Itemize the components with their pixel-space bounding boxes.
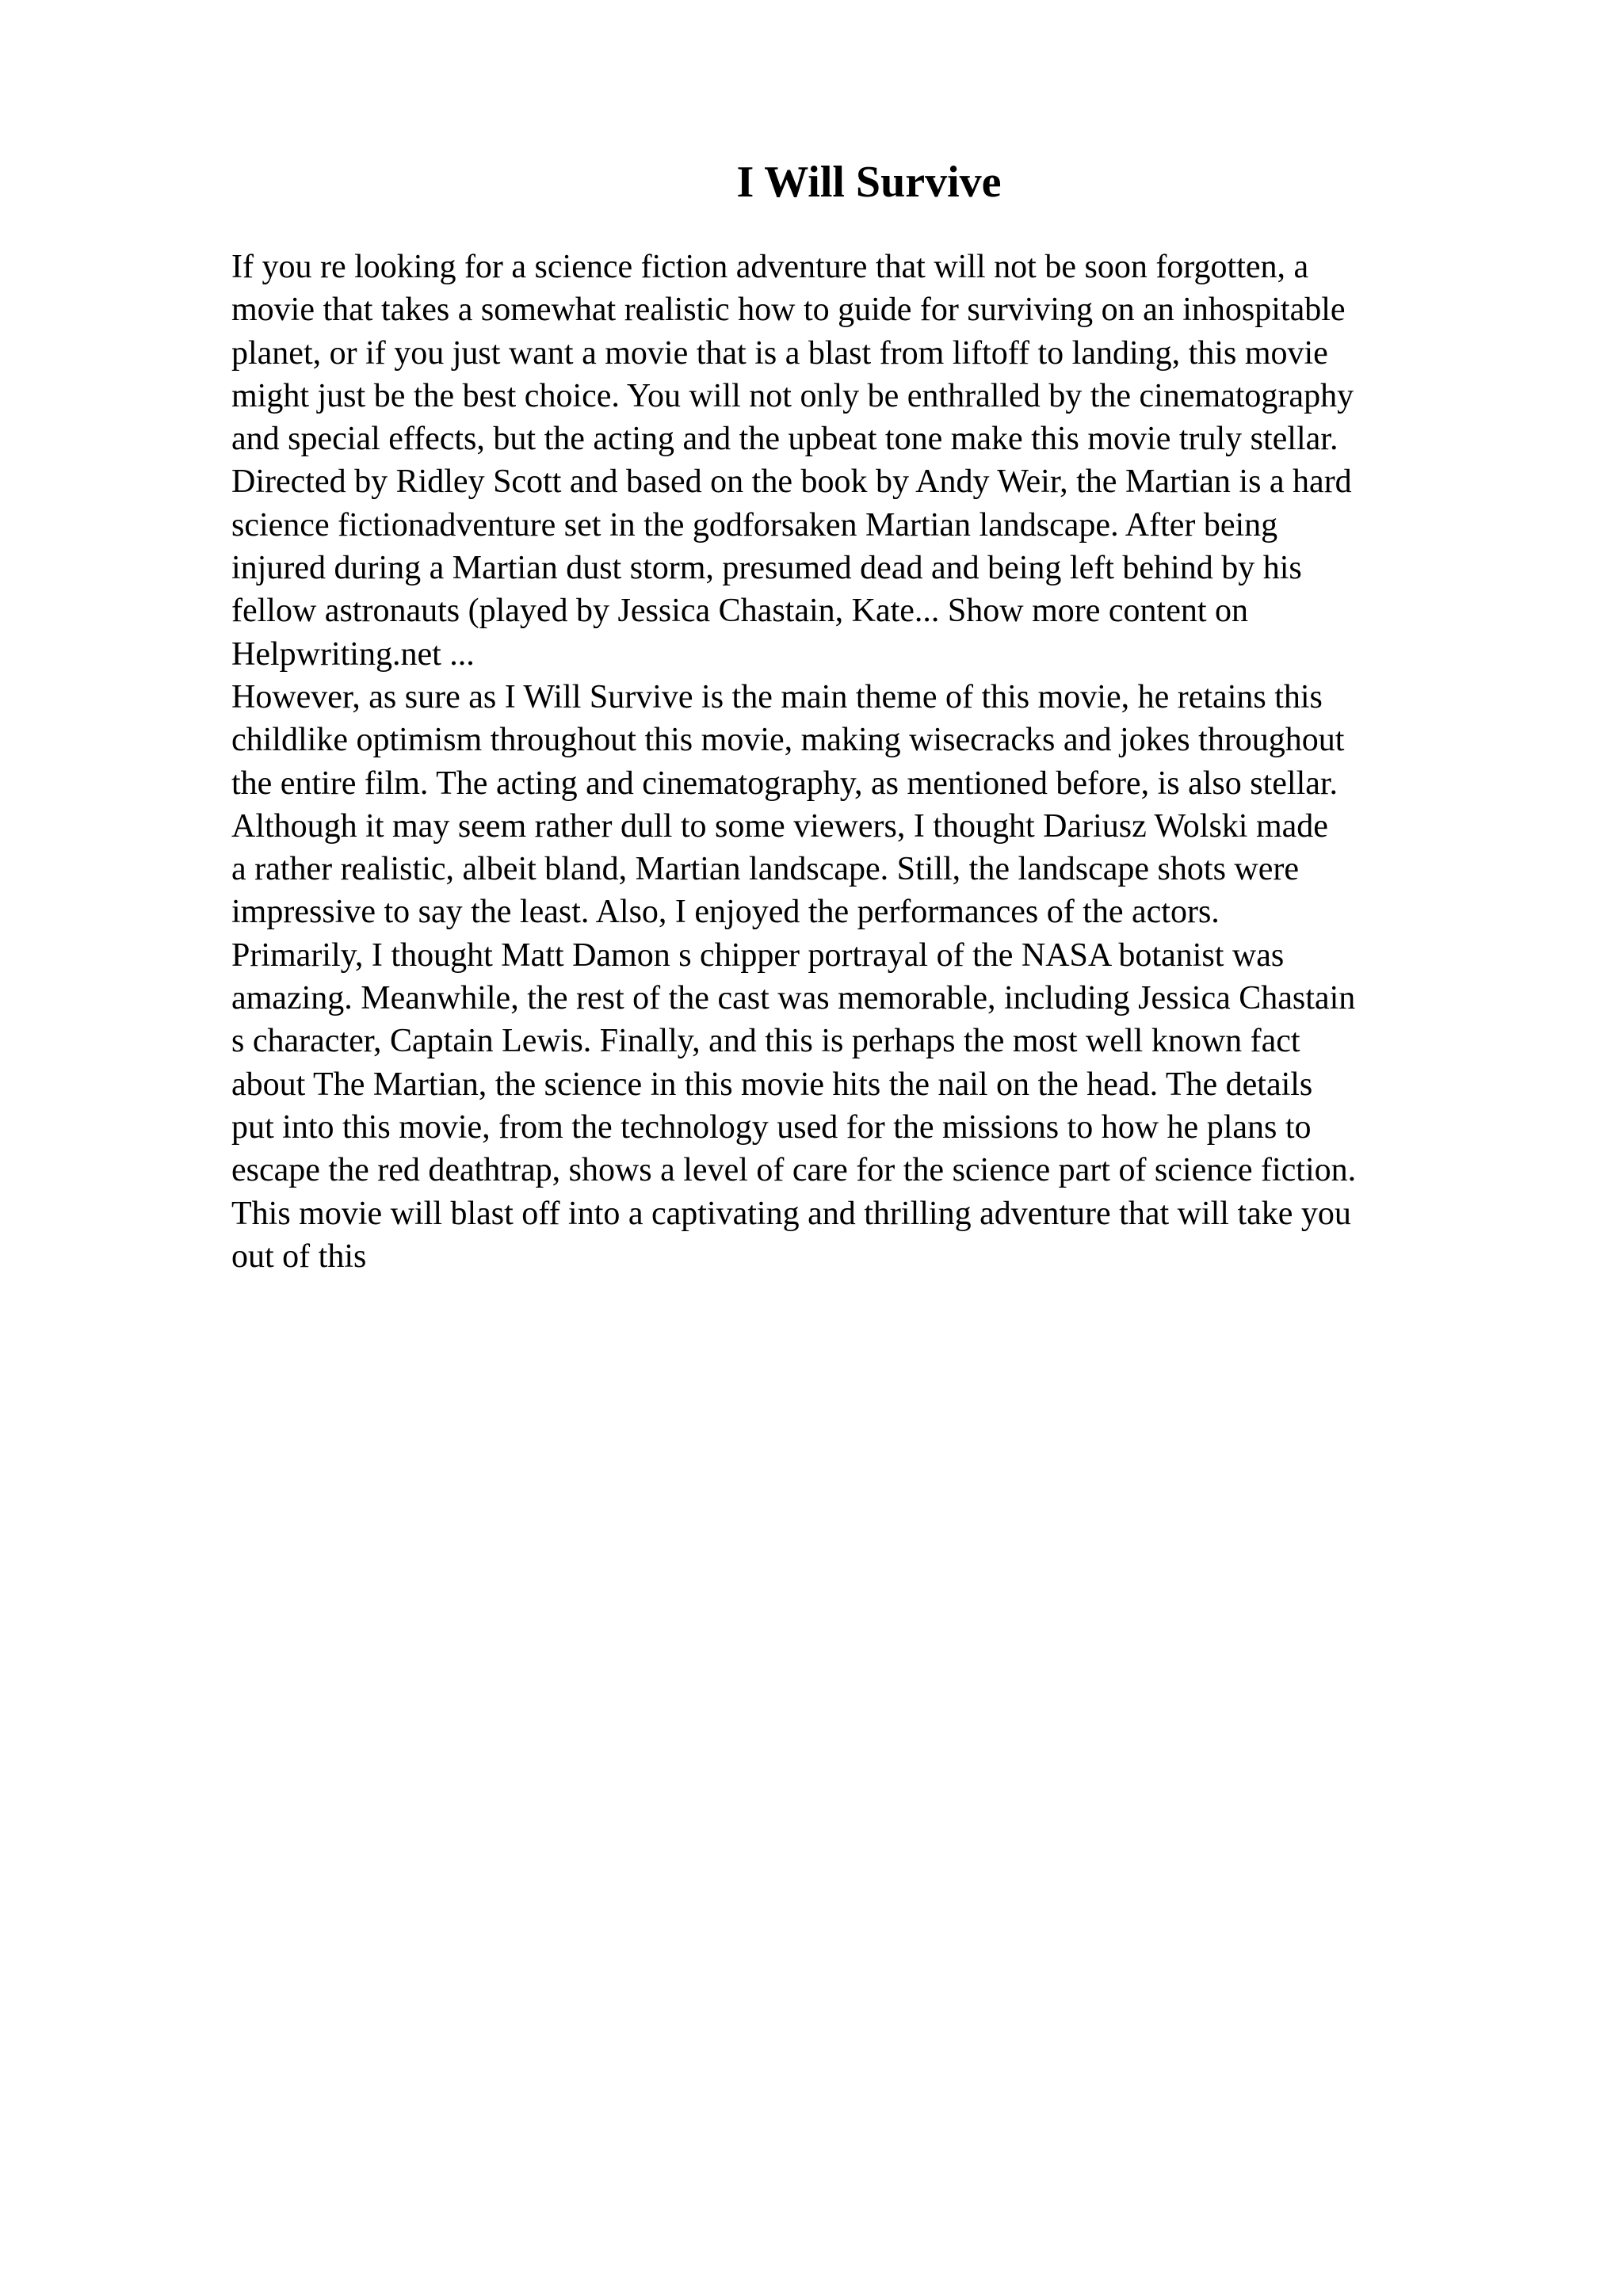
text-line: childlike optimism throughout this movie, making wisecracks and jokes throughout [231, 722, 1345, 759]
text-line: planet, or if you just want a movie that is a blast from liftoff to landing, this movie [231, 334, 1328, 372]
document-body [231, 246, 1499, 1278]
document-title: I Will Survive [736, 158, 1002, 207]
text-line: escape the red deathtrap, shows a level of care for the science part of science fiction. [231, 1152, 1357, 1189]
text-line: science fictionadventure set in the godforsaken Martian landscape. After being [231, 506, 1278, 543]
text-line: might just be the best choice. You will not only be enthralled by the cinematography [231, 377, 1354, 414]
text-line: and special effects, but the acting and the upbeat tone make this movie truly stellar. [231, 421, 1338, 458]
text-line: Directed by Ridley Scott and based on the book by Andy Weir, the Martian is a hard [231, 463, 1352, 501]
text-line: put into this movie, from the technology used for the missions to how he plans to [231, 1108, 1312, 1146]
text-line: impressive to say the least. Also, I enjoyed the performances of the actors. [231, 894, 1220, 931]
text-line: movie that takes a somewhat realistic how to guide for surviving on an inhospitable [231, 292, 1346, 329]
text-line: This movie will blast off into a captivating and thrilling adventure that will take you [231, 1195, 1351, 1232]
text-line: s character, Captain Lewis. Finally, and this is perhaps the most well known fact [231, 1023, 1300, 1060]
text-line: amazing. Meanwhile, the rest of the cast was memorable, including Jessica Chastain [231, 980, 1356, 1017]
text-line: If you re looking for a science fiction adventure that will not be soon forgotten, a [231, 249, 1309, 285]
text-line: Helpwriting.net ... [231, 635, 475, 673]
text-line: out of this [231, 1238, 367, 1275]
paragraph-2 [231, 676, 1499, 1278]
text-line: a rather realistic, albeit bland, Martian landscape. Still, the landscape shots were [231, 851, 1300, 888]
text-line: about The Martian, the science in this movie hits the nail on the head. The details [231, 1066, 1313, 1103]
text-line: the entire film. The acting and cinematography, as mentioned before, is also stellar. [231, 765, 1338, 802]
text-line: injured during a Martian dust storm, presumed dead and being left behind by his [231, 550, 1302, 587]
paragraph-1 [231, 246, 1499, 676]
text-line: fellow astronauts (played by Jessica Chastain, Kate... Show more content on [231, 593, 1249, 630]
text-line: Primarily, I thought Matt Damon s chipper portrayal of the NASA botanist was [231, 936, 1285, 974]
text-line: However, as sure as I Will Survive is the main theme of this movie, he retains this [231, 678, 1323, 715]
text-line: Although it may seem rather dull to some viewers, I thought Dariusz Wolski made [231, 807, 1328, 845]
